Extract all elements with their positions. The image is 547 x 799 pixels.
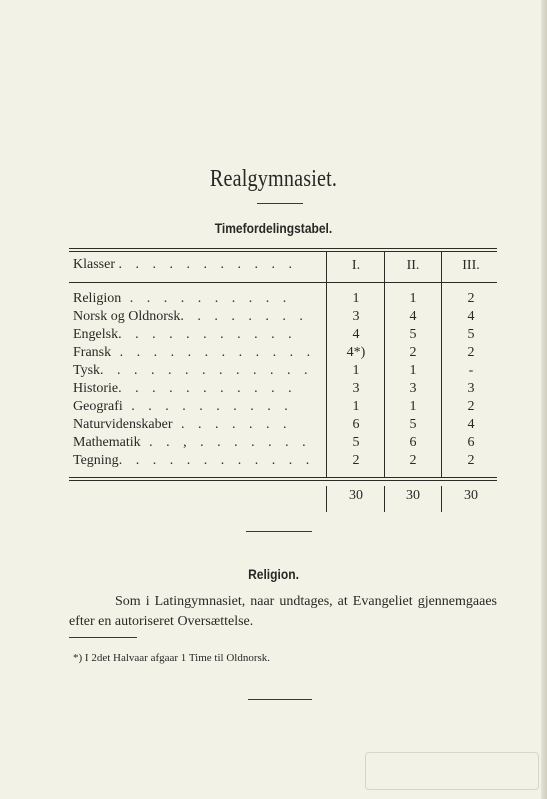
- cell: 1: [352, 363, 360, 378]
- section-divider: [246, 531, 312, 532]
- cell: -: [468, 363, 474, 378]
- column-header-2: II.: [406, 258, 420, 273]
- cell: 1: [409, 291, 417, 306]
- row-label-religion: [73, 291, 291, 307]
- section-heading: Religion.: [248, 566, 299, 582]
- cell: 6: [467, 435, 475, 450]
- table-top-rule: [69, 248, 497, 249]
- leader-dots: . . . . . . . . . .: [122, 399, 293, 414]
- table-top-rule-2: [69, 251, 497, 252]
- cell: 4: [467, 417, 475, 432]
- cell: 2: [409, 453, 417, 468]
- cell: 6: [409, 435, 417, 450]
- row-label-text: Engelsk: [73, 327, 119, 342]
- row-label-text: Fransk: [73, 345, 112, 360]
- table-bottom-rule: [69, 477, 497, 478]
- cell: 2: [409, 345, 417, 360]
- cell: 3: [352, 381, 360, 396]
- col-divider-1-body: [326, 283, 327, 477]
- leader-dots: . . . . . . .: [172, 417, 292, 432]
- leader-dots: . . . . . . . . . . .: [118, 257, 297, 272]
- row-label-engelsk: [73, 327, 297, 343]
- row-label-tysk: [73, 363, 313, 379]
- col-divider-1-total: [326, 486, 327, 512]
- cell: 5: [409, 327, 417, 342]
- total-cell: 30: [349, 488, 363, 503]
- row-label-text: Norsk og Oldnorsk: [73, 309, 181, 324]
- cell: 4: [409, 309, 417, 324]
- cell: 1: [409, 363, 417, 378]
- row-label-text: Tysk: [73, 363, 101, 378]
- col-divider-3: [441, 252, 442, 282]
- cell: 3: [409, 381, 417, 396]
- leader-dots: . . . . . . . . . . . .: [118, 453, 315, 468]
- leader-dots: . . . . . . . .: [180, 309, 308, 324]
- row-label-text: Religion: [73, 291, 122, 306]
- column-header-1: I.: [351, 258, 361, 273]
- row-label-mathematik: [73, 435, 311, 451]
- row-label-norsk: [73, 309, 308, 325]
- page-edge: [541, 0, 547, 799]
- table-title: Timefordelingstabel.: [214, 220, 333, 236]
- page-title: Realgymnasiet.: [209, 166, 338, 192]
- row-label-geografi: [73, 399, 293, 415]
- row-label-historie: [73, 381, 297, 397]
- title-rule: [257, 203, 303, 204]
- cell: 2: [467, 345, 475, 360]
- cell: 4: [467, 309, 475, 324]
- cell: 2: [467, 291, 475, 306]
- row-label-tegning: [73, 453, 314, 469]
- cell: 4: [352, 327, 360, 342]
- cell: 1: [409, 399, 417, 414]
- header-label-text: Klasser: [73, 257, 115, 272]
- cell: 4*): [346, 345, 366, 360]
- leader-dots: . . . . . . . . . . .: [118, 381, 297, 396]
- stamp-mark: [365, 752, 539, 790]
- table-bottom-rule-2: [69, 480, 497, 481]
- leader-dots: . . , . . . . . . .: [140, 435, 311, 450]
- col-divider-3-total: [441, 486, 442, 512]
- row-label-text: Historie: [73, 381, 119, 396]
- leader-dots: . . . . . . . . . . .: [118, 327, 297, 342]
- total-cell: 30: [406, 488, 420, 503]
- row-label-naturvidenskaber: [73, 417, 292, 433]
- total-cell: 30: [464, 488, 478, 503]
- cell: 5: [352, 435, 360, 450]
- row-label-fransk: [73, 345, 315, 361]
- col-divider-1: [326, 252, 327, 282]
- leader-dots: . . . . . . . . . . . . .: [100, 363, 313, 378]
- body-paragraph: Som i Latingymnasiet, naar undtages, at Evangeliet gjennemgaaes efter en autoriseret Oversættelse.: [69, 594, 497, 629]
- footnote-rule: [69, 637, 137, 638]
- row-label-text: Naturvidenskaber: [73, 417, 173, 432]
- table-header-rule: [69, 282, 497, 283]
- leader-dots: . . . . . . . . . .: [121, 291, 292, 306]
- cell: 5: [467, 327, 475, 342]
- cell: 1: [352, 399, 360, 414]
- col-divider-3-body: [441, 283, 442, 477]
- header-label: [73, 257, 297, 273]
- cell: 2: [467, 399, 475, 414]
- leader-dots: . . . . . . . . . . . .: [111, 345, 316, 360]
- end-rule: [248, 699, 312, 700]
- cell: 6: [352, 417, 360, 432]
- cell: 1: [352, 291, 360, 306]
- cell: 2: [352, 453, 360, 468]
- cell: 3: [352, 309, 360, 324]
- cell: 5: [409, 417, 417, 432]
- row-label-text: Mathematik: [73, 435, 141, 450]
- cell: 2: [467, 453, 475, 468]
- cell: 3: [467, 381, 475, 396]
- footnote: *) I 2det Halvaar afgaar 1 Time til Oldnorsk.: [73, 652, 271, 664]
- row-label-text: Tegning: [73, 453, 119, 468]
- row-label-text: Geografi: [73, 399, 123, 414]
- column-header-3: III.: [462, 258, 480, 273]
